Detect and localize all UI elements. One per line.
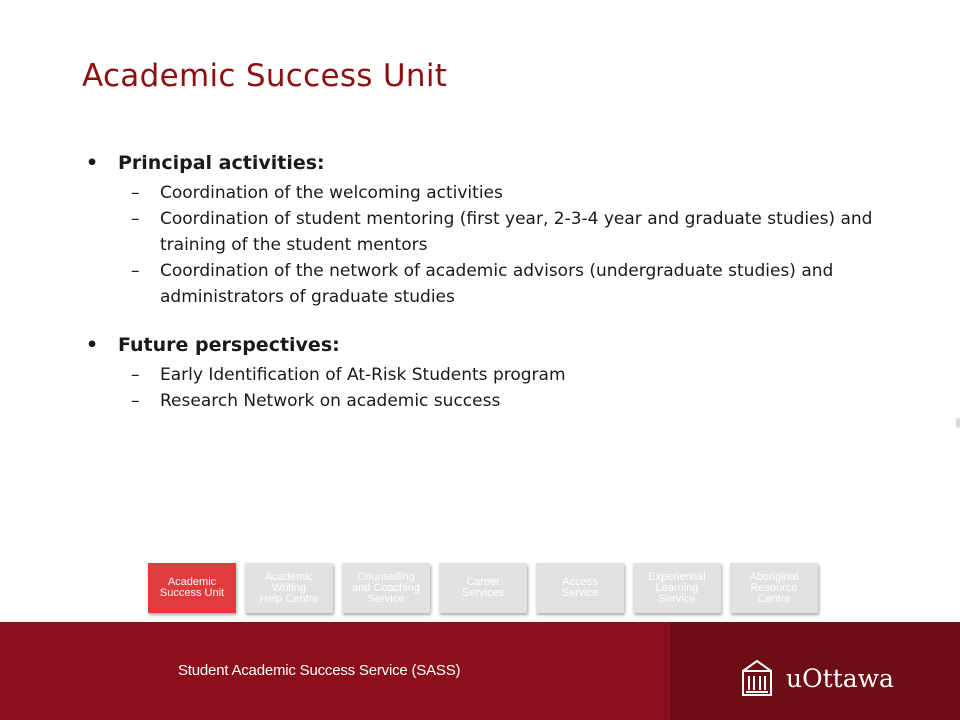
list-item [131,388,876,414]
bullet: • [86,152,99,174]
section-heading [86,150,876,176]
nav-button-counselling-coaching[interactable]: Counselling and Coaching Service [342,563,430,613]
slide-content [86,150,876,436]
nav-button-access-service[interactable]: Access Service [536,563,624,613]
dash: – [131,183,140,203]
nav-button-academic-success-unit[interactable]: Academic Success Unit [148,563,236,613]
dash: – [131,365,140,385]
bullet: • [86,334,99,356]
list-item-text: Coordination of the welcoming activities [160,183,503,203]
nav-button-aboriginal-resource-centre[interactable]: Aboriginal Resource Centre [730,563,818,613]
dash: – [131,261,140,281]
dash: – [131,209,140,229]
section-heading [86,332,876,358]
uottawa-logo [740,657,894,699]
logo-wordmark: uOttawa [786,663,894,693]
sub-list [86,180,876,310]
slide-title: Academic Success Unit [82,58,448,94]
dash: – [131,391,140,411]
nav-button-academic-writing-help-centre[interactable]: Academic Writing Help Centre [245,563,333,613]
sub-list [86,362,876,414]
list-item [131,362,876,388]
section-principal-activities [86,150,876,310]
nav-button-career-services[interactable]: Career Services [439,563,527,613]
edge-mark [956,418,960,428]
list-item [131,258,876,310]
nav-button-experiential-learning[interactable]: Experiential Learning Service [633,563,721,613]
list-item-text: Coordination of the network of academic advisors (undergraduate studies) and administrators of graduate studies [160,261,834,307]
section-heading-text: Future perspectives: [118,334,340,356]
footer-text: Student Academic Success Service (SASS) [178,662,461,679]
section-future-perspectives [86,332,876,414]
list-item [131,180,876,206]
section-heading-text: Principal activities: [118,152,325,174]
building-icon [740,657,774,699]
list-item-text: Research Network on academic success [160,391,501,411]
list-item-text: Coordination of student mentoring (first year, 2-3-4 year and graduate studies) and training of the student mentors [160,209,873,255]
list-item [131,206,876,258]
list-item-text: Early Identification of At-Risk Students program [160,365,566,385]
